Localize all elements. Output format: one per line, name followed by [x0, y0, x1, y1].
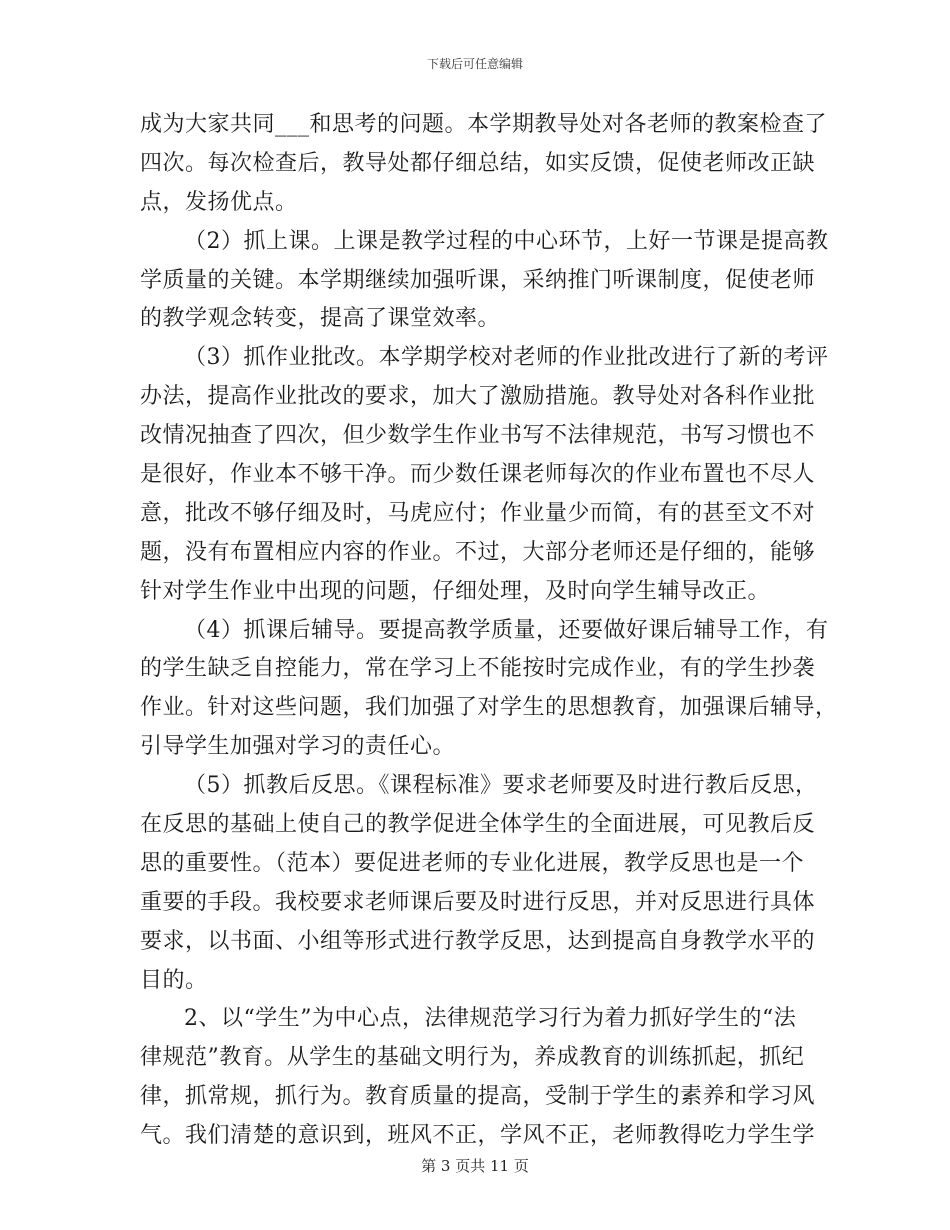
text-line: 要求，以书面、小组等形式进行教学反思，达到提高自身教学水平的	[140, 928, 816, 954]
text-line: 的学生缺乏自控能力，常在学习上不能按时完成作业，有的学生抄袭	[140, 656, 816, 682]
text-line: 意，批改不够仔细及时，马虎应付；作业量少而简，有的甚至文不对	[140, 500, 816, 526]
text-line: 目的。	[140, 967, 208, 993]
document-body	[140, 106, 838, 1156]
text-line: （2）抓上课。上课是教学过程的中心环节，上好一节课是提高教	[184, 228, 829, 254]
text-line: 办法，提高作业批改的要求，加大了激励措施。教导处对各科作业批	[140, 384, 816, 410]
text-line: 四次。每次检查后，教导处都仔细总结，如实反馈，促使老师改正缺	[140, 150, 816, 176]
text-line: 引导学生加强对学习的责任心。	[140, 734, 456, 760]
text-line: 针对学生作业中出现的问题，仔细处理，及时向学生辅导改正。	[140, 578, 771, 604]
text-line: （4）抓课后辅导。要提高教学质量，还要做好课后辅导工作，有	[184, 617, 829, 643]
text-line: 的教学观念转变，提高了课堂效率。	[140, 306, 501, 332]
text-line: 学质量的关键。本学期继续加强听课，采纳推门听课制度，促使老师	[140, 267, 816, 293]
text-line: 律规范”教育。从学生的基础文明行为，养成教育的训练抓起，抓纪	[140, 1045, 805, 1071]
text-line: 作业。针对这些问题，我们加强了对学生的思想教育，加强课后辅导，	[140, 695, 838, 721]
text-line: 是很好，作业本不够干净。而少数任课老师每次的作业布置也不尽人	[140, 462, 816, 488]
text-line: 重要的手段。我校要求老师课后要及时进行反思，并对反思进行具体	[140, 889, 816, 915]
text-line: 在反思的基础上使自己的教学促进全体学生的全面进展，可见教后反	[140, 812, 816, 838]
text-line: 题，没有布置相应内容的作业。不过，大部分老师还是仔细的，能够	[140, 539, 816, 565]
text-line: 气。我们清楚的意识到，班风不正，学风不正，老师教得吃力学生学	[140, 1123, 816, 1149]
text-line: 律，抓常规，抓行为。教育质量的提高，受制于学生的素养和学习风	[140, 1084, 816, 1110]
page-header: 下载后可任意编辑	[426, 57, 523, 71]
text-line: 点，发扬优点。	[140, 189, 298, 215]
text-line: 成为大家共同___和思考的问题。本学期教导处对各老师的教案检查了	[140, 112, 828, 137]
text-line: （3）抓作业批改。本学期学校对老师的作业批改进行了新的考评	[184, 345, 829, 371]
text-line: （5）抓教后反思。《课程标准》要求老师要及时进行教后反思，	[184, 773, 818, 799]
page-footer: 第 3 页共 11 页	[421, 1157, 529, 1175]
text-line: 2、以“学生”为中心点，法律规范学习行为着力抓好学生的“法	[184, 1006, 797, 1032]
text-line: 改情况抽查了四次，但少数学生作业书写不法律规范，书写习惯也不	[140, 423, 816, 449]
text-line: 思的重要性。（范本）要促进老师的专业化进展，教学反思也是一个	[140, 850, 805, 876]
